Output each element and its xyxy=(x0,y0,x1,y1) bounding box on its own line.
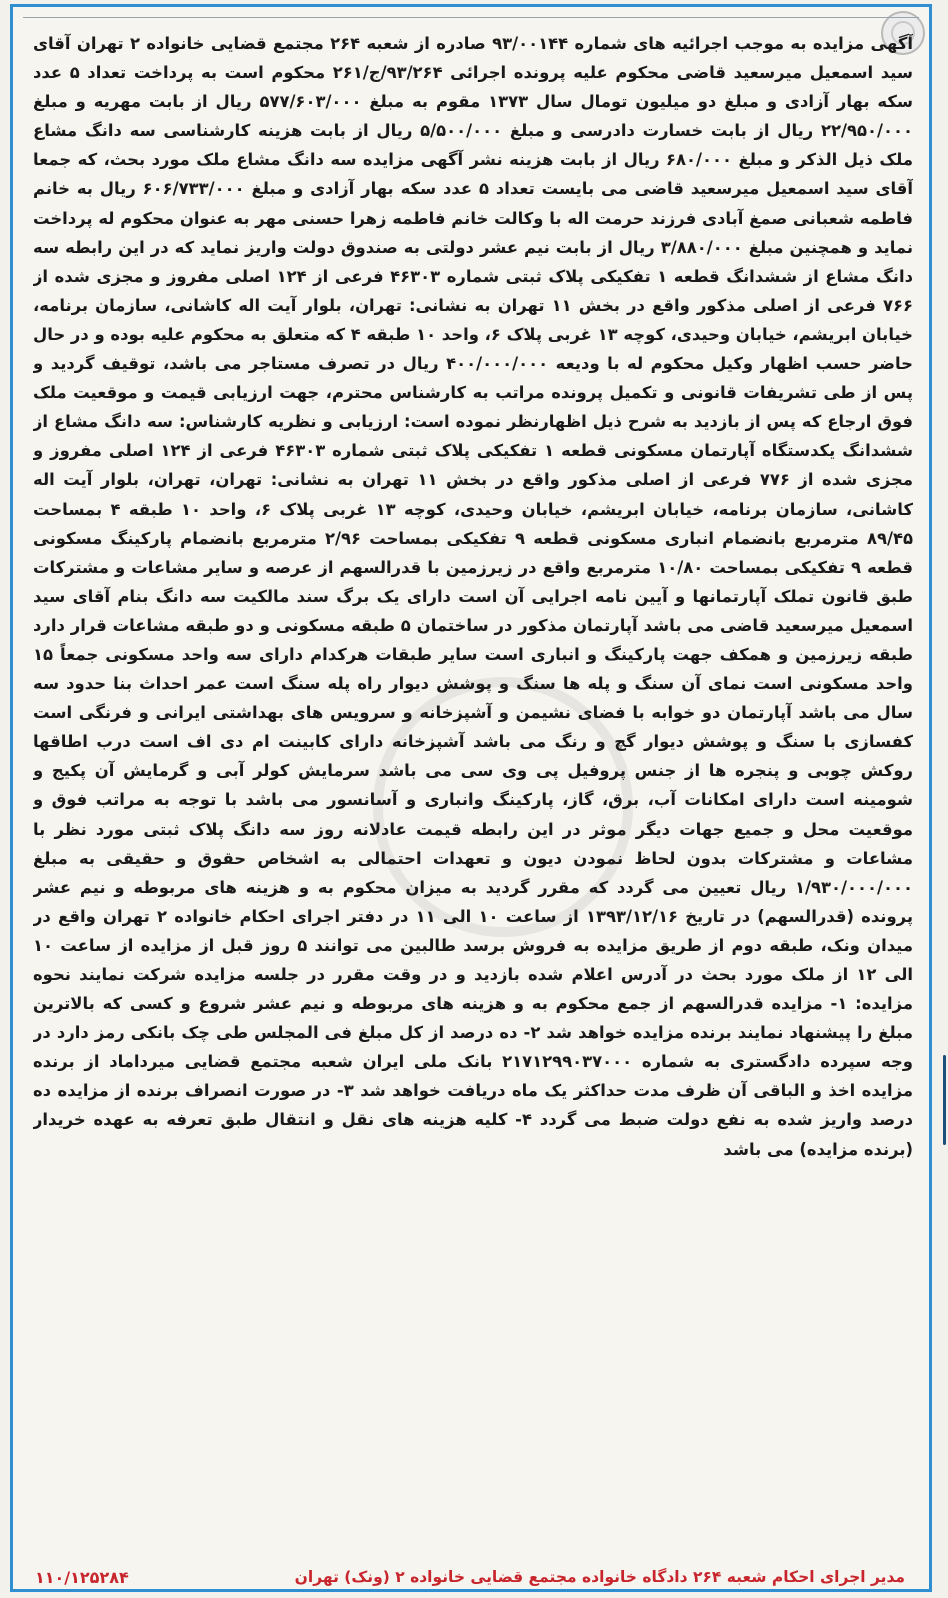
reference-number: ۱۱۰/۱۲۵۲۸۴ xyxy=(35,1567,129,1587)
notice-footer xyxy=(35,1564,905,1590)
page-edge-mark xyxy=(943,1055,946,1145)
notice-body xyxy=(33,29,913,1555)
notice-frame xyxy=(10,4,932,1592)
signature-line: مدیر اجرای احکام شعبه ۲۶۴ دادگاه خانواده مجتمع قضایی خانواده ۲ (ونک) تهران xyxy=(294,1568,905,1586)
notice-body-text: آگهی مزایده به موجب اجرائیه های شماره ۹۳/۰۰۱۴۴ صادره از شعبه ۲۶۴ مجتمع قضایی خانواده ۲ تهران آقای سید اسمعیل میرسعید قاضی محکوم علیه پرونده اجرائی ۹۳/۲۶۴/ج/۲۶۱ محکوم است به پرداخت تعداد ۵ عدد سکه بهار آزادی و مبلغ دو میلیون تومال سال ۱۳۷۳ مقوم به مبلغ ۵۷۷/۶۰۳/۰۰۰ ریال از بابت مهریه و مبلغ ۲۲/۹۵۰/۰۰۰ ریال از بابت خسارت دادرسی و مبلغ ۵/۵۰۰/۰۰۰ ریال از بابت هزینه کارشناسی سه دانگ مشاع ملک ذیل الذکر و مبلغ ۶۸۰/۰۰۰ ریال از بابت هزینه نشر آگهی مزایده سه دانگ مشاع ملک مورد بحث، که جمعا آقای سید اسمعیل میرسعید قاضی می بایست تعداد ۵ عدد سکه بهار آزادی و مبلغ ۶۰۶/۷۳۳/۰۰۰ ریال به خانم فاطمه شعبانی صمغ آبادی فرزند حرمت اله با وکالت خانم فاطمه زهرا حسنی مهر به عنوان محکوم له پرداخت نماید و همچنین مبلغ ۳/۸۸۰/۰۰۰ ریال از بابت نیم عشر دولتی به صندوق دولت واریز نماید که در این رابطه سه دانگ مشاع از ششدانگ قطعه ۱ تفکیکی پلاک ثبتی شماره ۴۶۳۰۳ فرعی از ۱۲۴ اصلی مفروز و مجزی شده از ۷۶۶ فرعی از اصلی مذکور واقع در بخش ۱۱ تهران به نشانی: تهران، بلوار آیت اله کاشانی، سازمان برنامه، خیابان ابریشم، خیابان وحیدی، کوچه ۱۳ غربی پلاک ۶، واحد ۱۰ طبقه ۴ که متعلق به محکوم علیه بوده و در حال حاضر حسب اظهار وکیل محکوم له با ودیعه ۴۰۰/۰۰۰/۰۰۰ ریال در تصرف مستاجر می باشد، توقیف گردید و پس از طی تشریفات قانونی و تکمیل پرونده مراتب به کارشناس محترم، جهت ارزیابی قیمت و موقعیت ملک فوق ارجاع که پس از بازدید به شرح ذیل اظهارنظر نموده است: ارزیابی و نظریه کارشناس: سه دانگ مشاع از ششدانگ یکدستگاه آپارتمان مسکونی قطعه ۱ تفکیکی پلاک ثبتی شماره ۴۶۳۰۳ فرعی از ۱۲۴ اصلی مفروز و مجزی شده از ۷۷۶ فرعی از اصلی مذکور واقع در بخش ۱۱ تهران به نشانی: تهران، تهران، بلوار آیت اله کاشانی، سازمان برنامه، خیابان ابریشم، خیابان وحیدی، کوچه ۱۳ غربی پلاک ۶، واحد ۱۰ طبقه ۴ بمساحت ۸۹/۴۵ مترمربع بانضمام انباری مسکونی قطعه ۹ تفکیکی بمساحت ۲/۹۶ مترمربع بانضمام پارکینگ مسکونی قطعه ۹ تفکیکی بمساحت ۱۰/۸۰ مترمربع واقع در زیرزمین با قدرالسهم از عرصه و سایر مشاعات و مشترکات طبق قانون تملک آپارتمانها و آیین نامه اجرایی آن است دارای یک برگ سند مالکیت سه دانگ بنام آقای سید اسمعیل میرسعید قاضی می باشد آپارتمان مذکور در ساختمان ۵ طبقه مسکونی و دو طبقه مشاعات قرار دارد طبقه زیرزمین و همکف جهت پارکینگ و انباری است سایر طبقات هرکدام دارای سه واحد مسکونی جمعاً ۱۵ واحد مسکونی است نمای آن سنگ و پله ها سنگ و پوشش دیوار راه پله سنگ است عمر احداث بنا حدود سه سال می باشد آپارتمان دو خوابه با فضای نشیمن و آشپزخانه و سرویس های بهداشتی ایرانی و فرنگی است کفسازی با سنگ و پوشش دیوار گچ و رنگ می باشد آشپزخانه دارای کابینت ام دی اف است درب اطاقها روکش چوبی و پنجره ها از جنس پروفیل پی وی سی می باشد سرمایش کولر آبی و گرمایش آن پکیج و شومینه است دارای امکانات آب، برق، گاز، پارکینگ وانباری و آسانسور می باشد با توجه به مراتب فوق و موقعیت محل و جمیع جهات دیگر موثر در این رابطه قیمت عادلانه روز سه دانگ پلاک ثبتی مورد نظر با مشاعات و مشترکات بدون لحاظ نمودن دیون و تعهدات احتمالی به اشخاص حقوق و حقیقی به مبلغ ۱/۹۳۰/۰۰۰/۰۰۰ ریال تعیین می گردد که مقرر گردید به میزان محکوم به و هزینه های مربوطه و نیم عشر پرونده (قدرالسهم) در تاریخ ۱۳۹۳/۱۲/۱۶ از ساعت ۱۰ الی ۱۱ در دفتر اجرای احکام خانواده ۲ تهران واقع در میدان ونک، طبقه دوم از طریق مزایده به فروش برسد طالبین می توانند ۵ روز قبل از مزایده از ساعت ۱۰ الی ۱۲ از ملک مورد بحث در آدرس اعلام شده بازدید و در وقت مقرر در جلسه مزایده شرکت نمایند نحوه مزایده: ۱- مزایده قدرالسهم از جمع محکوم به و هزینه های مربوطه و نیم عشر شروع و کسی که بالاترین مبلغ را پیشنهاد نمایند برنده مزایده خواهد شد ۲- ده درصد از کل مبلغ فی المجلس طی چک بانکی رمز دارد در وجه سپرده دادگستری به شماره ۲۱۷۱۲۹۹۰۳۷۰۰۰ بانک ملی ایران شعبه مجتمع قضایی میرداماد از برنده مزایده اخذ و الباقی آن ظرف مدت حداکثر یک ماه دریافت خواهد شد ۳- در صورت انصراف برنده از مزایده ده درصد واریز شده به نفع دولت ضبط می گردد ۴- کلیه هزینه های نقل و انتقال طبق تعرفه به عهده خریدار (برنده مزایده) می باشد xyxy=(33,34,913,1159)
